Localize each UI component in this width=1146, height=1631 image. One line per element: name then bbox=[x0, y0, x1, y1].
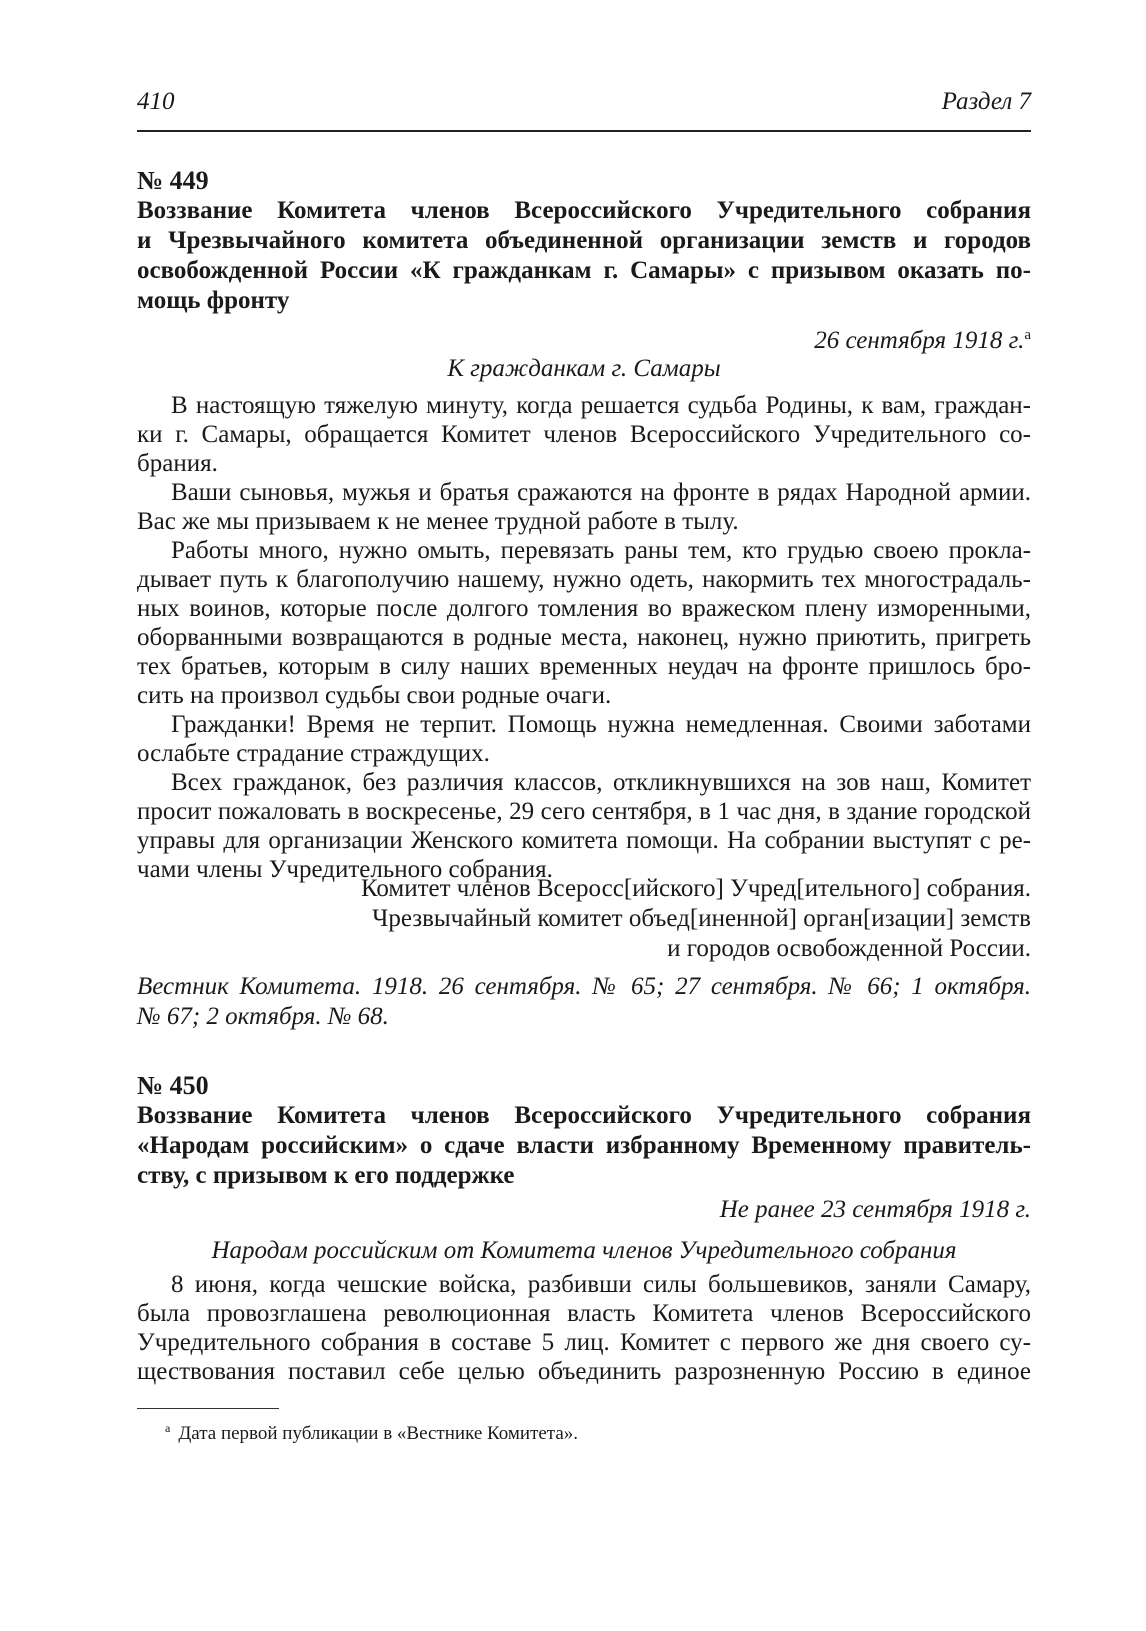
text-line: управы для организации Женского комитета помощи. На собрании выступят с ре- bbox=[137, 827, 1031, 854]
text-line: просит пожаловать в воскресенье, 29 сего сентября, в 1 час дня, в здание городской bbox=[137, 798, 1031, 825]
paragraph bbox=[137, 391, 1031, 478]
footnote-mark: а bbox=[1024, 327, 1031, 343]
text-line: чами члены Учредительного собрания. bbox=[137, 856, 553, 883]
doc-449-source bbox=[137, 972, 1031, 1032]
source-line: № 67; 2 октября. № 68. bbox=[137, 1003, 389, 1030]
doc-450-body bbox=[137, 1270, 1031, 1386]
text-line: была провозглашена революционная власть Комитета членов Всероссийского bbox=[137, 1300, 1031, 1327]
title-line: и Чрезвычайного комитета объединенной организации земств и городов bbox=[137, 227, 1031, 254]
paragraph bbox=[137, 768, 1031, 884]
title-line: Воззвание Комитета членов Всероссийского Учредительного собрания bbox=[137, 1102, 1031, 1129]
paragraph bbox=[137, 478, 1031, 536]
doc-450-number: № 450 bbox=[137, 1071, 209, 1100]
doc-449-title bbox=[137, 196, 1031, 316]
title-line: мощь фронту bbox=[137, 287, 290, 314]
text-line: сить на произвол судьбы свои родные очаги. bbox=[137, 682, 612, 709]
paragraph bbox=[137, 536, 1031, 710]
source-line: Вестник Комитета. 1918. 26 сентября. № 65; 27 сентября. № 66; 1 октября. bbox=[137, 973, 1031, 1000]
title-line: «Народам российским» о сдаче власти избранному Временному правитель- bbox=[137, 1132, 1031, 1159]
title-line: ству, с призывом к его поддержке bbox=[137, 1162, 515, 1189]
signature-line: Комитет членов Всеросс[ийского] Учред[ительного] собрания. bbox=[360, 875, 1031, 902]
text-line: ных воинов, которые после долгого томления во вражеском плену изморенными, bbox=[137, 595, 1031, 622]
footnote-rule bbox=[137, 1408, 279, 1409]
header-rule bbox=[137, 130, 1031, 132]
text-line: брания. bbox=[137, 450, 218, 477]
text-line: Работы много, нужно омыть, перевязать раны тем, кто грудью своею прокла- bbox=[171, 537, 1031, 564]
footnote bbox=[165, 1415, 578, 1447]
text-line: Гражданки! Время не терпит. Помощь нужна немедленная. Своими заботами bbox=[171, 711, 1031, 738]
text-line: Ваши сыновья, мужья и братья сражаются на фронте в рядах Народной армии. bbox=[171, 479, 1031, 506]
doc-450-address: Народам российским от Комитета членов Учредительного собрания bbox=[211, 1237, 957, 1264]
text-line: тех братьев, которым в силу наших временных неудач на фронте пришлось бро- bbox=[137, 653, 1031, 680]
doc-449-body bbox=[137, 391, 1031, 884]
text-line: ки г. Самары, обращается Комитет членов Всероссийского Учредительного со- bbox=[137, 421, 1031, 448]
title-line: освобожденной России «К гражданкам г. Самары» с призывом оказать по- bbox=[137, 257, 1031, 284]
text-line: дывает путь к благополучию нашему, нужно одеть, накормить тех многострадаль- bbox=[137, 566, 1031, 593]
text-line: Учредительного собрания в составе 5 лиц. Комитет с первого же дня своего су- bbox=[137, 1329, 1031, 1356]
section-title: Раздел 7 bbox=[941, 88, 1031, 115]
text-line: Всех гражданок, без различия классов, откликнувшихся на зов наш, Комитет bbox=[171, 769, 1031, 796]
doc-449-number: № 449 bbox=[137, 166, 209, 195]
doc-449-signature bbox=[137, 874, 1031, 964]
text-line: В настоящую тяжелую минуту, когда решается судьба Родины, к вам, граждан- bbox=[171, 392, 1031, 419]
footnote-mark: а bbox=[165, 1421, 171, 1435]
page-number: 410 bbox=[137, 88, 175, 115]
paragraph bbox=[137, 1270, 1031, 1386]
doc-449-date bbox=[814, 320, 1031, 356]
signature-line: и городов освобожденной России. bbox=[667, 935, 1031, 962]
date-text: 26 сентября 1918 г. bbox=[814, 327, 1025, 354]
doc-450-title bbox=[137, 1101, 1031, 1191]
running-head bbox=[137, 88, 1031, 124]
footnote-text: Дата первой публикации в «Вестнике Комитета». bbox=[178, 1423, 579, 1444]
text-line: Вас же мы призываем к не менее трудной работе в тылу. bbox=[137, 508, 739, 535]
doc-450-date: Не ранее 23 сентября 1918 г. bbox=[719, 1196, 1031, 1223]
paragraph bbox=[137, 710, 1031, 768]
doc-449-address: К гражданкам г. Самары bbox=[447, 355, 721, 382]
text-line: 8 июня, когда чешские войска, разбивши силы большевиков, заняли Самару, bbox=[171, 1271, 1031, 1298]
title-line: Воззвание Комитета членов Всероссийского Учредительного собрания bbox=[137, 197, 1031, 224]
text-line: ществования поставил себе целью объединить разрозненную Россию в единое bbox=[137, 1358, 1031, 1385]
signature-line: Чрезвычайный комитет объед[иненной] орган[изации] земств bbox=[372, 905, 1031, 932]
text-line: оборванными возвращаются в родные места, наконец, нужно приютить, пригреть bbox=[137, 624, 1031, 651]
text-line: ослабьте страдание страждущих. bbox=[137, 740, 490, 767]
